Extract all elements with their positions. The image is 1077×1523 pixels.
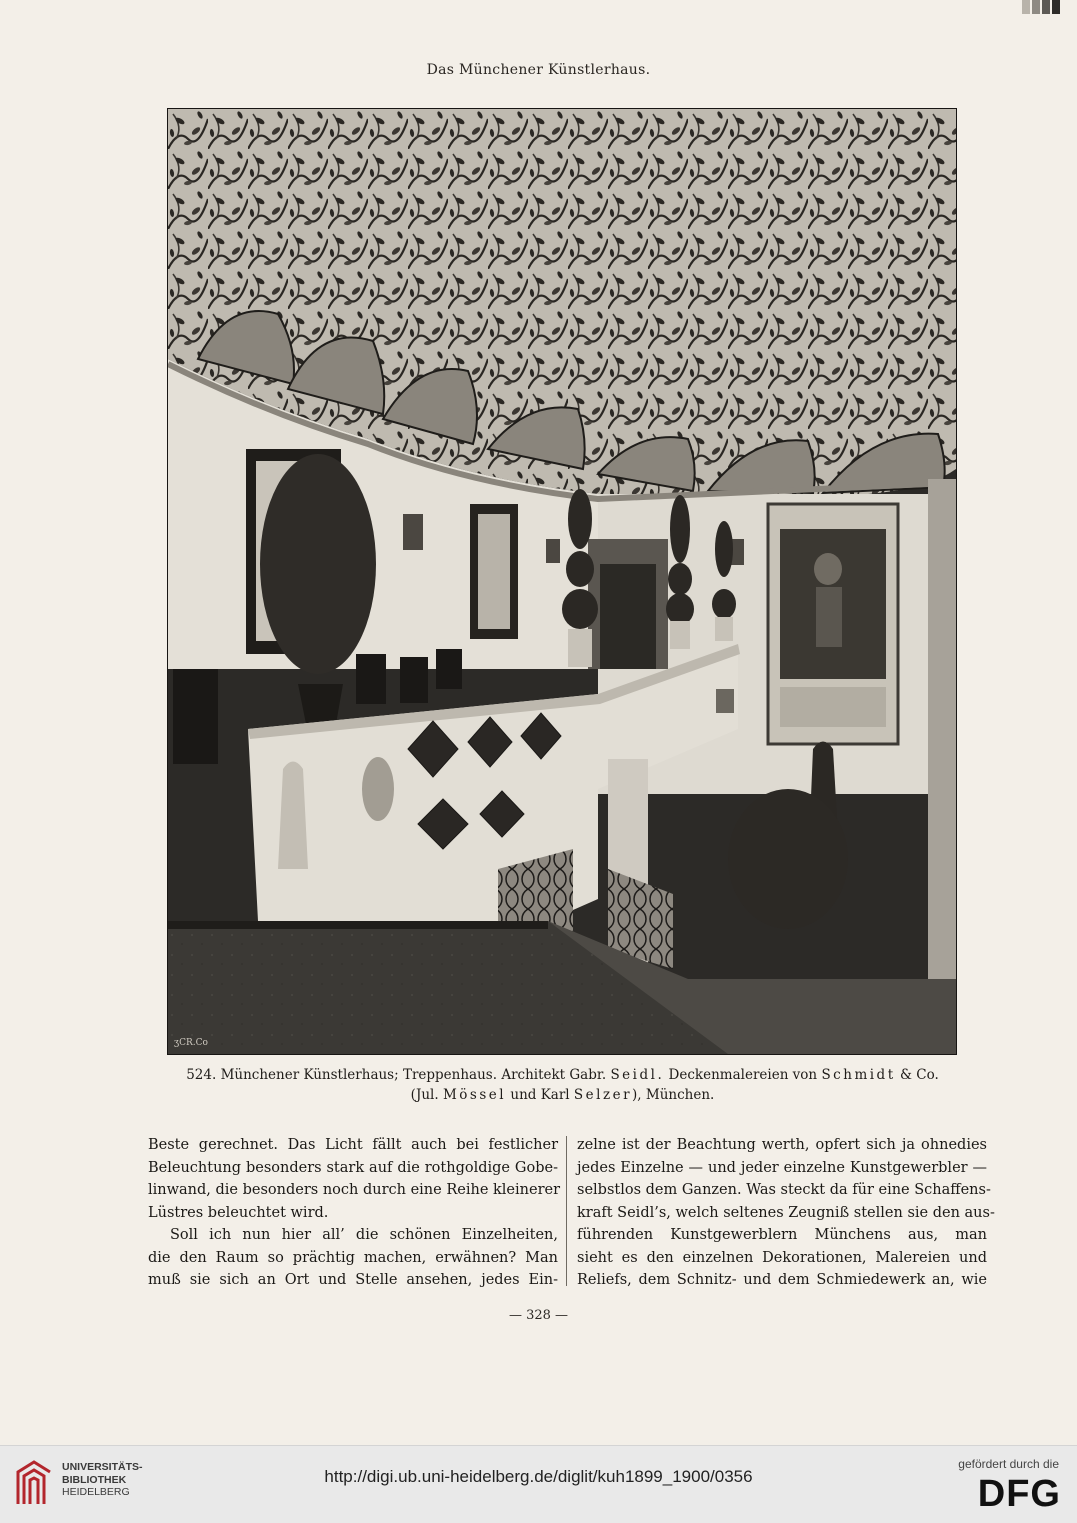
scan-color-marker bbox=[1022, 0, 1062, 14]
right-wall bbox=[928, 479, 956, 999]
column-divider bbox=[566, 1136, 567, 1286]
text-line: führenden Kunstgewerblern Münchens aus, man bbox=[577, 1227, 987, 1243]
text-line: Lüstres beleuchtet wird. bbox=[148, 1204, 329, 1221]
figure-caption bbox=[160, 1065, 965, 1105]
text-line: selbstlos dem Ganzen. Was steckt da für eine Schaffens- bbox=[577, 1182, 991, 1198]
photo-plate bbox=[167, 108, 957, 1055]
library-name[interactable]: UNIVERSITÄTS- BIBLIOTHEK HEIDELBERG bbox=[62, 1461, 143, 1498]
potted-laurel-tree bbox=[260, 454, 376, 674]
sponsor-text: gefördert durch die bbox=[958, 1457, 1059, 1471]
planter-shrubs bbox=[728, 789, 848, 929]
staircase-photograph bbox=[168, 109, 956, 1054]
viewer-footer bbox=[0, 1445, 1077, 1523]
caption-line-1: 524. Münchener Künstlerhaus; Treppenhaus. Architekt Gabr. Seidl. Deckenmalereien von Schmidt & Co. bbox=[186, 1067, 939, 1083]
wall-sconce bbox=[403, 514, 423, 550]
text-column-right bbox=[577, 1134, 995, 1292]
text-line: Beleuchtung besonders stark auf die rothgoldige Gobe- bbox=[148, 1159, 558, 1176]
text-line: Reliefs, dem Schnitz- und dem Schmiedewerk an, wie bbox=[577, 1272, 987, 1288]
text-line: kraft Seidl’s, welch seltenes Zeugniß stellen sie den aus- bbox=[577, 1204, 995, 1221]
text-column-left bbox=[148, 1134, 561, 1292]
permalink-url[interactable]: http://digi.ub.uni-heidelberg.de/diglit/kuh1899_1900/0356 bbox=[324, 1467, 753, 1486]
caption-line-2: (Jul. Mössel und Karl Selzer), München. bbox=[410, 1087, 715, 1103]
text-line: jedes Einzelne — und jeder einzelne Kunstgewerbler — bbox=[577, 1159, 987, 1176]
text-line: Beste gerechnet. Das Licht fällt auch bei festlicher bbox=[148, 1137, 558, 1153]
page-number: — 328 — bbox=[508, 1308, 569, 1323]
text-line: muß sie sich an Ort und Stelle ansehen, jedes Ein- bbox=[148, 1272, 558, 1288]
text-line: linwand, die besonders noch durch eine Reihe kleinerer bbox=[148, 1182, 561, 1198]
running-head: Das Münchener Künstlerhaus. bbox=[426, 62, 651, 78]
photographer-signature: ʒCR.Co bbox=[174, 1038, 208, 1048]
dfg-logo[interactable]: DFG bbox=[977, 1473, 1061, 1515]
text-line: die den Raum so prächtig machen, erwähnen? Man bbox=[148, 1249, 558, 1266]
text-line: zelne ist der Beachtung werth, opfert sich ja ohnedies bbox=[577, 1137, 987, 1153]
text-line: Soll ich nun hier all’ die schönen Einzelheiten, bbox=[170, 1227, 558, 1243]
text-line: sieht es den einzelnen Dekorationen, Malereien und bbox=[577, 1249, 987, 1266]
